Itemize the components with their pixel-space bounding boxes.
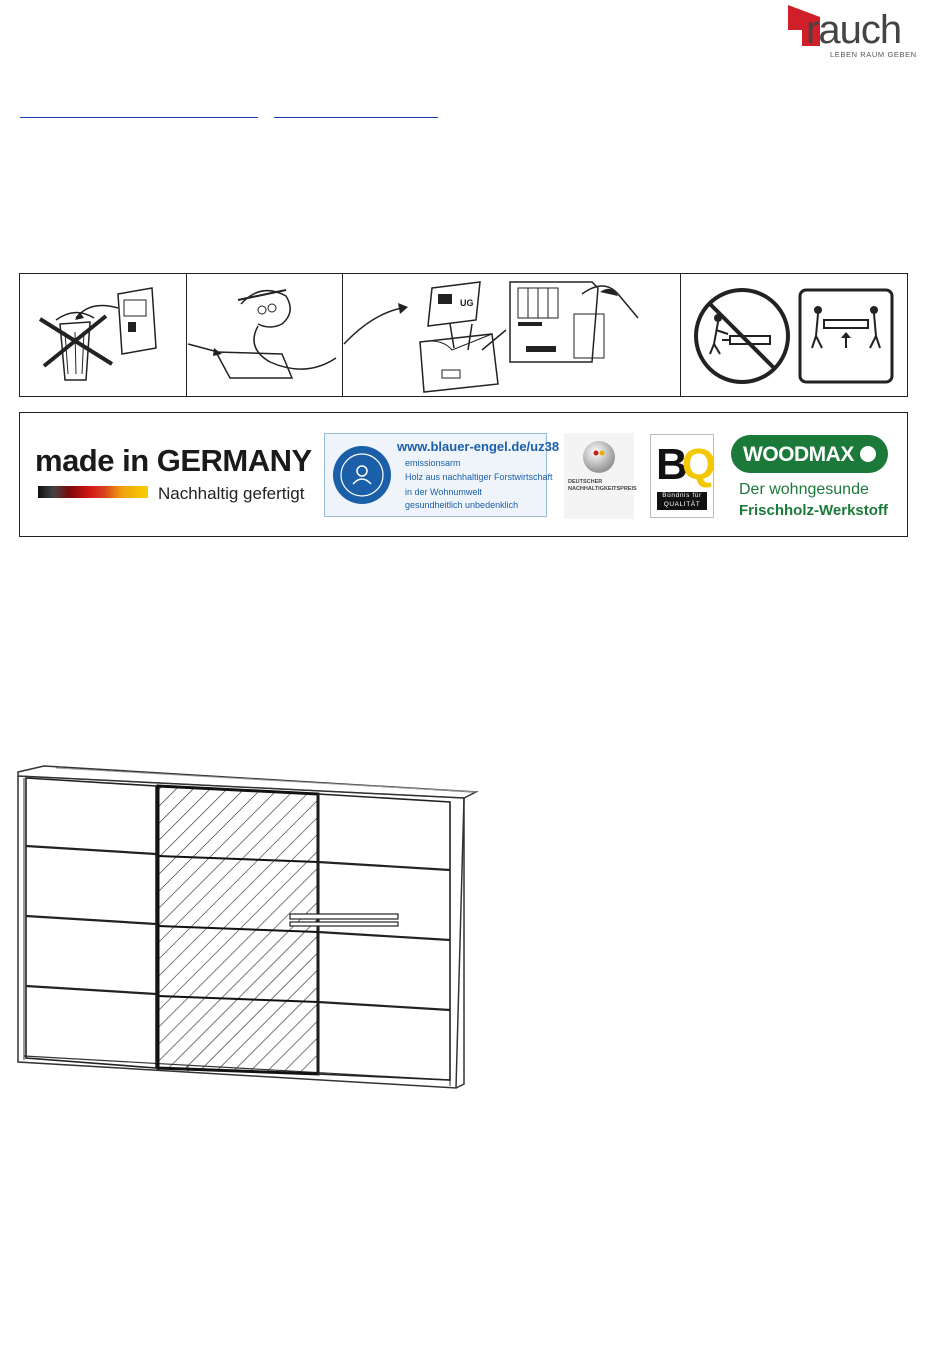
logo-tagline: LEBEN RAUM GEBEN [830, 50, 917, 59]
bq-line-2: QUALITÄT [663, 500, 701, 508]
file-instructions-icon [342, 274, 680, 395]
two-person-carry-icon [680, 274, 907, 395]
strip-label: UG [460, 298, 474, 308]
woodmax-line-1: Der wohngesunde [739, 481, 869, 498]
blauer-engel-badge [324, 433, 560, 517]
award-sphere-icon [564, 433, 634, 477]
bq-bar [657, 492, 707, 510]
blauer-engel-bullet: emissionsarm [405, 458, 461, 468]
woodmax-logo [731, 435, 888, 473]
blauer-engel-url: www.blauer-engel.de/uz38 [397, 439, 560, 454]
made-in-germany-title: made in GERMANY [35, 443, 312, 478]
woodmax-name: WOODMAX [743, 443, 854, 466]
wardrobe-drawing [16, 762, 480, 1092]
logo-word: rauch [806, 8, 902, 52]
bq-line-1: Bündnis für [662, 492, 702, 499]
bq-badge [650, 434, 714, 518]
document-link-1[interactable] [20, 101, 258, 118]
rauch-logo [786, 2, 917, 62]
made-in-germany-subtitle: Nachhaltig gefertigt [158, 484, 305, 503]
blauer-engel-bullet: Holz aus nachhaltiger Forstwirtschaft [405, 472, 553, 482]
nachhaltigkeitspreis-badge [564, 433, 637, 519]
instruction-strip [19, 273, 908, 397]
bq-letters: BQ [656, 440, 711, 489]
certification-strip [19, 412, 908, 537]
nachhaltigkeitspreis-label: DEUTSCHER NACHHALTIGKEITSPREIS [568, 479, 637, 492]
woodmax-dot-icon [860, 446, 876, 462]
blauer-engel-bullet: in der Wohnumwelt gesundheitlich unbedenklich [405, 487, 519, 510]
person-reading-icon [186, 274, 342, 395]
document-link-2[interactable] [274, 101, 438, 118]
woodmax-line-2: Frischholz-Werkstoff [739, 502, 888, 519]
bq-q-letter: Q [681, 440, 711, 489]
german-flag-gradient [38, 486, 148, 498]
blauer-engel-seal-icon [333, 446, 391, 504]
discard-prohibited-icon [20, 274, 186, 395]
